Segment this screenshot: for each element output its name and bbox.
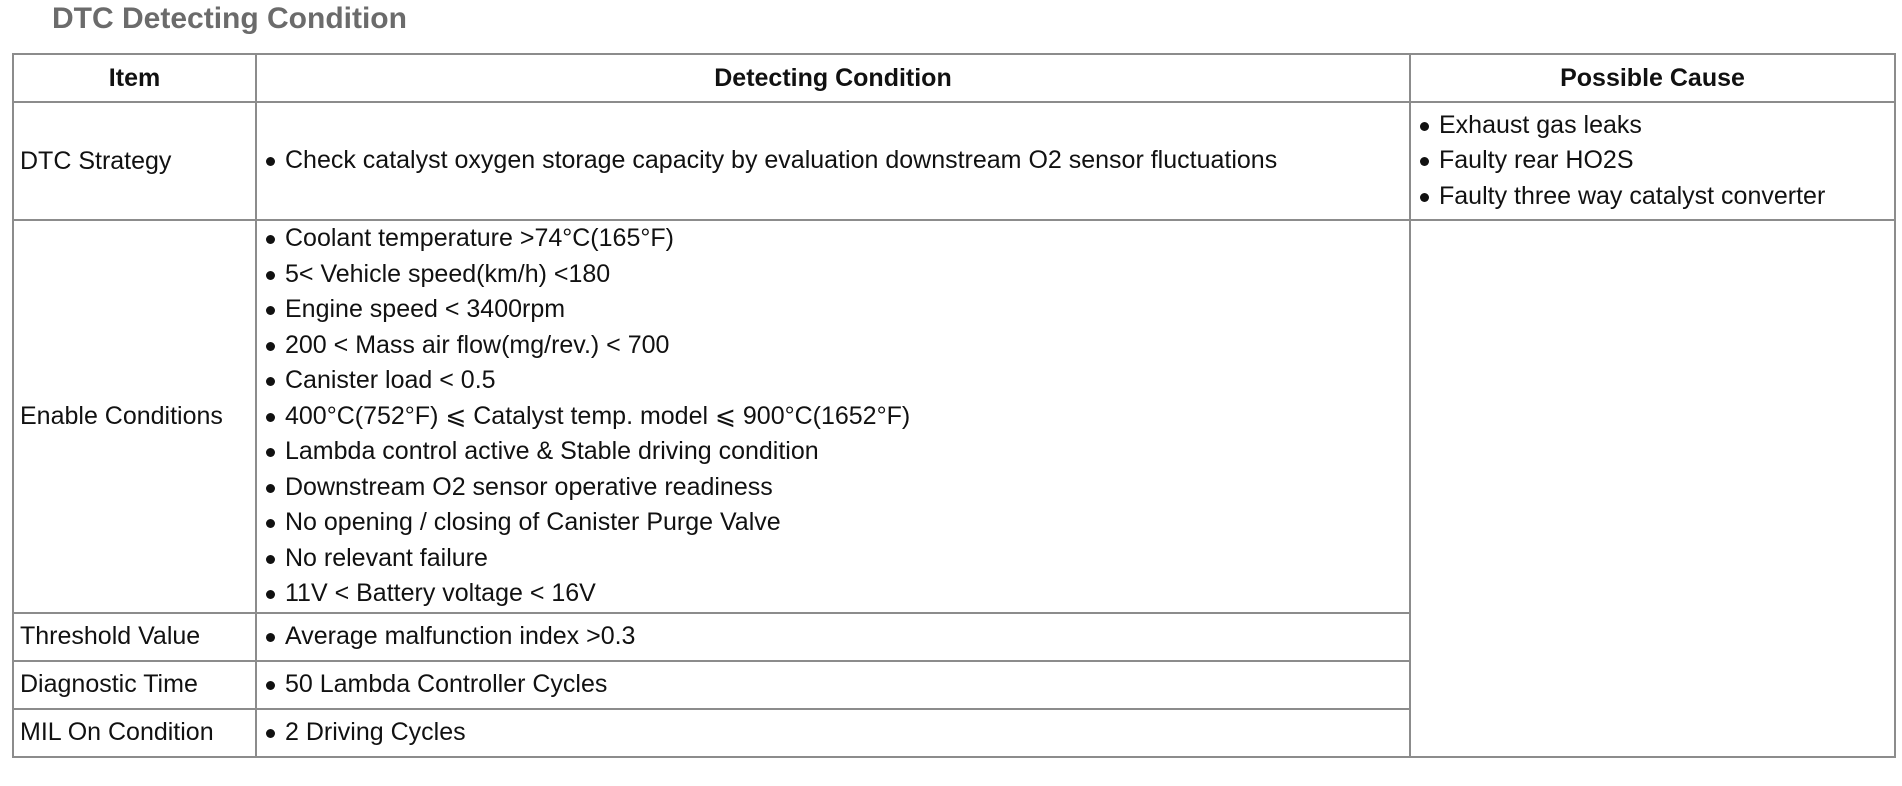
table-header-row [13, 54, 1895, 102]
condition-cell [256, 220, 1410, 613]
item-cell: Diagnostic Time [13, 661, 256, 709]
condition-item: Check catalyst oxygen storage capacity by evaluation downstream O2 sensor fluctuations [263, 143, 1403, 179]
condition-item: No opening / closing of Canister Purge Valve [263, 505, 1403, 541]
item-cell: DTC Strategy [13, 102, 256, 220]
item-cell: MIL On Condition [13, 709, 256, 757]
condition-item: No relevant failure [263, 541, 1403, 577]
condition-cell [256, 709, 1410, 757]
condition-cell [256, 102, 1410, 220]
table-row-dtc-strategy [13, 102, 1895, 220]
condition-item: 200 < Mass air flow(mg/rev.) < 700 [263, 328, 1403, 364]
item-cell: Threshold Value [13, 613, 256, 661]
cause-item: Faulty rear HO2S [1417, 143, 1888, 179]
condition-item: Downstream O2 sensor operative readiness [263, 470, 1403, 506]
cause-cell [1410, 102, 1895, 220]
item-cell: Enable Conditions [13, 220, 256, 613]
condition-list [263, 715, 1403, 751]
condition-item: 2 Driving Cycles [263, 715, 1403, 751]
condition-item: Engine speed < 3400rpm [263, 292, 1403, 328]
condition-list [263, 221, 1403, 612]
header-possible-cause: Possible Cause [1410, 54, 1895, 102]
condition-list [263, 143, 1403, 179]
cause-cell-empty [1410, 220, 1895, 757]
cause-list [1417, 108, 1888, 215]
condition-list [263, 667, 1403, 703]
header-item: Item [13, 54, 256, 102]
page-title: DTC Detecting Condition [52, 2, 407, 35]
condition-item: Average malfunction index >0.3 [263, 619, 1403, 655]
condition-item: 400°C(752°F) ⩽ Catalyst temp. model ⩽ 900°C(1652°F) [263, 399, 1403, 435]
condition-item: Canister load < 0.5 [263, 363, 1403, 399]
condition-item: Coolant temperature >74°C(165°F) [263, 221, 1403, 257]
condition-item: 11V < Battery voltage < 16V [263, 576, 1403, 612]
table-row-enable-conditions [13, 220, 1895, 613]
cause-item: Faulty three way catalyst converter [1417, 179, 1888, 215]
condition-item: 50 Lambda Controller Cycles [263, 667, 1403, 703]
condition-list [263, 619, 1403, 655]
condition-cell [256, 661, 1410, 709]
cause-item: Exhaust gas leaks [1417, 108, 1888, 144]
condition-item: 5< Vehicle speed(km/h) <180 [263, 257, 1403, 293]
dtc-condition-table [12, 53, 1896, 758]
condition-cell [256, 613, 1410, 661]
condition-item: Lambda control active & Stable driving condition [263, 434, 1403, 470]
header-detecting-condition: Detecting Condition [256, 54, 1410, 102]
